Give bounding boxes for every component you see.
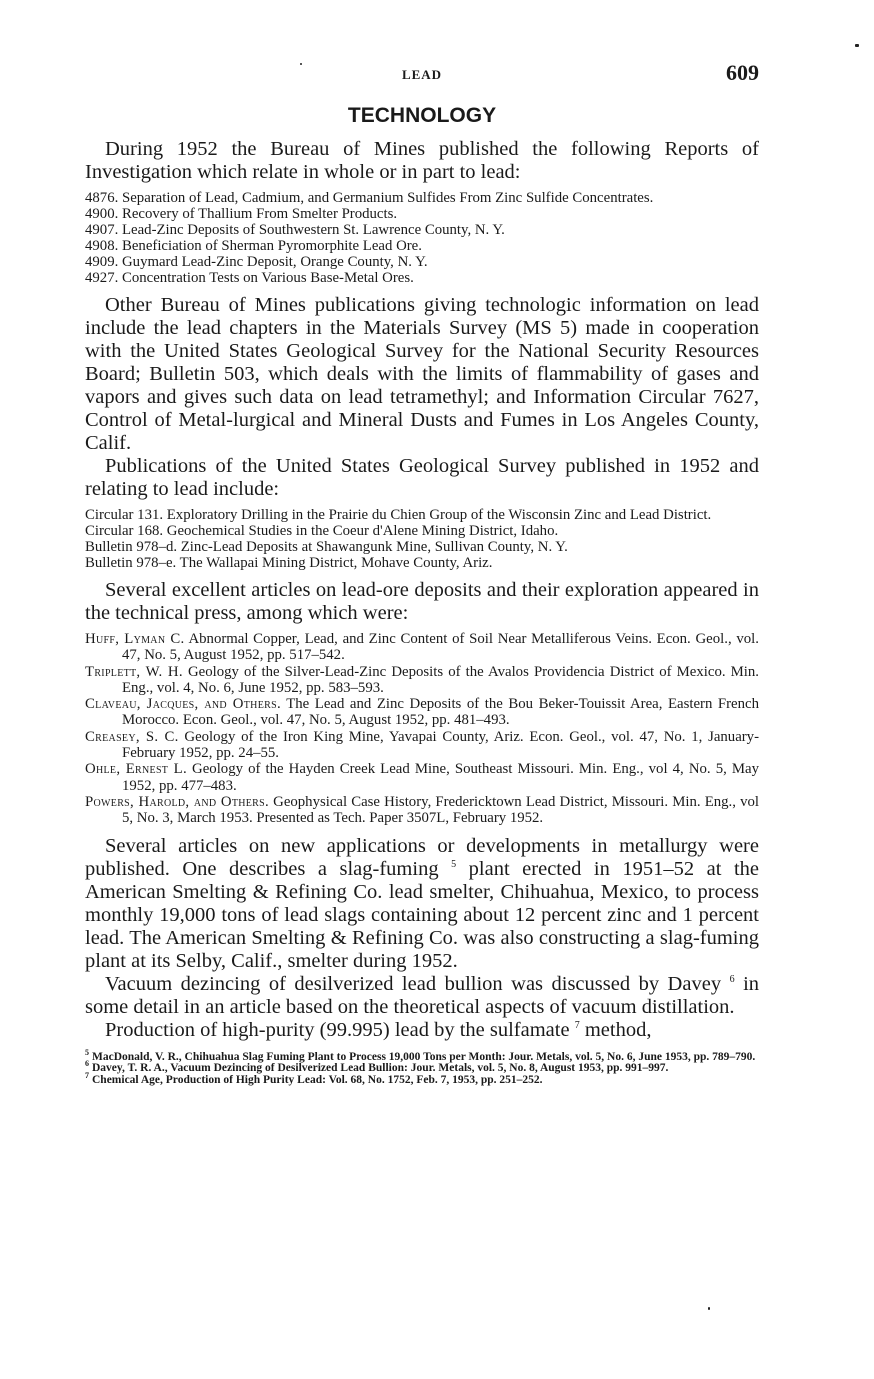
footnotes bbox=[85, 1047, 759, 1087]
article-author: Claveau, Jacques, and Others. bbox=[85, 696, 281, 713]
article-author: Powers, Harold, and Others. bbox=[85, 793, 269, 810]
metallurgy-text-1: Several articles on new applications or developments in metallurgy were published. One describes a slag-fuming bbox=[85, 834, 759, 880]
articles-paragraph: Several excellent articles on lead-ore deposits and their exploration appeared in the technical press, among which were: bbox=[85, 579, 759, 624]
other-publications-paragraph: Other Bureau of Mines publications giving technologic information on lead include the lead chapters in the Materials Survey (MS 5) made in cooperation with the United States Geological Survey for the National Security Resources Board; Bulletin 503, which deals with the limits of flammability of gases and vapors and gives such data on lead tetramethyl; and Information Circular 7627, Control of Metal-lurgical and Mineral Dusts and Fumes in Los Angeles County, Calif. bbox=[85, 294, 759, 454]
report-item: 4876. Separation of Lead, Cadmium, and Germanium Sulfides From Zinc Sulfide Concentrates. bbox=[85, 190, 654, 206]
footnote-text: Chemical Age, Production of High Purity Lead: Vol. 68, No. 1752, Feb. 7, 1953, pp. 251–252. bbox=[92, 1073, 543, 1086]
running-head bbox=[85, 58, 759, 92]
article-item bbox=[85, 664, 759, 697]
purity-text-1: Production of high-purity (99.995) lead by the sulfamate bbox=[105, 1018, 570, 1041]
article-citation: Abnormal Copper, Lead, and Zinc Content of Soil Near Metalliferous Veins. Econ. Geol., vol. 47, No. 5, August 1952, pp. 517–542. bbox=[122, 631, 759, 664]
article-citation: Geology of the Iron King Mine, Yavapai County, Ariz. Econ. Geol., vol. 47, No. 1, January-February 1952, pp. 24–55. bbox=[122, 728, 760, 762]
usgs-paragraph: Publications of the United States Geological Survey published in 1952 and relating to lead include: bbox=[85, 455, 759, 500]
page-number: 609 bbox=[726, 60, 759, 85]
article-item bbox=[85, 794, 759, 827]
purity-text-2: method, bbox=[579, 1018, 652, 1041]
usgs-publication-item: Circular 168. Geochemical Studies in the Coeur d'Alene Mining District, Idaho. bbox=[85, 523, 559, 539]
article-citation: Geology of the Hayden Creek Lead Mine, Southeast Missouri. Min. Eng., vol 4, No. 5, May 1952, pp. 477–483. bbox=[122, 761, 760, 794]
purity-paragraph bbox=[85, 1019, 759, 1042]
footnote-text: Davey, T. R. A., Vacuum Dezincing of Desilverized Lead Bullion: Jour. Metals, vol. 5, No. 8, August 1953, pp. 991–997. bbox=[92, 1062, 669, 1075]
footnote-ref: 7 bbox=[574, 1019, 580, 1031]
footnote-text: MacDonald, V. R., Chihuahua Slag Fuming Plant to Process 19,000 Tons per Month: Jour. Metals, vol. 5, No. 6, June 1953, pp. 789–790. bbox=[92, 1050, 756, 1063]
article-item bbox=[85, 696, 759, 729]
article-citation: The Lead and Zinc Deposits of the Bou Beker-Touissit Area, Eastern French Morocco. Econ. Geol., vol. 47, No. 5, August 1952, pp. 481–493. bbox=[122, 696, 759, 729]
article-citation: Geology of the Silver-Lead-Zinc Deposits of the Avalos Providencia District of Mexico. Min. Eng., vol. 4, No. 6, June 1952, pp. 583–593. bbox=[122, 663, 760, 696]
intro-paragraph: During 1952 the Bureau of Mines published the following Reports of Investigation which relate in whole or in part to lead: bbox=[85, 138, 759, 183]
usgs-publication-item: Bulletin 978–d. Zinc-Lead Deposits at Shawangunk Mine, Sullivan County, N. Y. bbox=[85, 539, 568, 555]
article-item bbox=[85, 729, 759, 762]
reports-list bbox=[85, 190, 759, 286]
metallurgy-text-2: plant erected in 1951–52 at the American Smelting & Refining Co. lead smelter, Chihuahua, Mexico, to process monthly 19,000 tons of lead slags containing about 12 percent zinc and 1 percent lead. The American Smelting & Refining Co. was also constructing a slag-fuming plant at its Selby, Calif., smelter during 1952. bbox=[85, 857, 760, 972]
vacuum-text-2: in some detail in an article based on the theoretical aspects of vacuum distillation. bbox=[85, 972, 760, 1018]
scan-speck bbox=[708, 1307, 710, 1310]
footnote-mark: 6 bbox=[85, 1059, 89, 1069]
vacuum-text-1: Vacuum dezincing of desilverized lead bullion was discussed by Davey bbox=[105, 972, 722, 995]
footnote-ref: 5 bbox=[451, 858, 457, 870]
footnote-mark: 7 bbox=[85, 1070, 89, 1080]
footnote-mark: 5 bbox=[85, 1047, 89, 1057]
report-item: 4900. Recovery of Thallium From Smelter Products. bbox=[85, 206, 398, 222]
running-head-title: LEAD bbox=[401, 67, 443, 82]
article-author: Huff, Lyman C. bbox=[85, 631, 185, 647]
footnote bbox=[85, 1070, 759, 1087]
report-item: 4909. Guymard Lead-Zinc Deposit, Orange County, N. Y. bbox=[85, 254, 428, 270]
section-title: TECHNOLOGY bbox=[347, 104, 497, 127]
metallurgy-paragraph bbox=[85, 835, 759, 973]
article-author: Ohle, Ernest L. bbox=[85, 761, 187, 778]
report-item: 4907. Lead-Zinc Deposits of Southwestern St. Lawrence County, N. Y. bbox=[85, 222, 505, 238]
report-item: 4927. Concentration Tests on Various Base-Metal Ores. bbox=[85, 270, 414, 286]
usgs-publication-item: Circular 131. Exploratory Drilling in the Prairie du Chien Group of the Wisconsin Zinc and Lead District. bbox=[85, 507, 712, 523]
article-item bbox=[85, 631, 759, 664]
articles-list bbox=[85, 631, 759, 827]
article-author: Creasey, S. C. bbox=[85, 728, 179, 745]
scan-speck bbox=[855, 44, 859, 47]
vacuum-paragraph bbox=[85, 973, 759, 1019]
article-citation: Geophysical Case History, Fredericktown Lead District, Missouri. Min. Eng., vol 5, No. 3, March 1953. Presented as Tech. Paper 3507L, February 1952. bbox=[122, 793, 759, 827]
report-item: 4908. Beneficiation of Sherman Pyromorphite Lead Ore. bbox=[85, 238, 422, 254]
usgs-publication-item: Bulletin 978–e. The Wallapai Mining District, Mohave County, Ariz. bbox=[85, 555, 493, 571]
article-item bbox=[85, 761, 759, 794]
page bbox=[85, 58, 759, 1102]
usgs-publications-list bbox=[85, 507, 759, 571]
footnote-ref: 6 bbox=[729, 973, 735, 985]
article-author: Triplett, W. H. bbox=[85, 663, 183, 680]
